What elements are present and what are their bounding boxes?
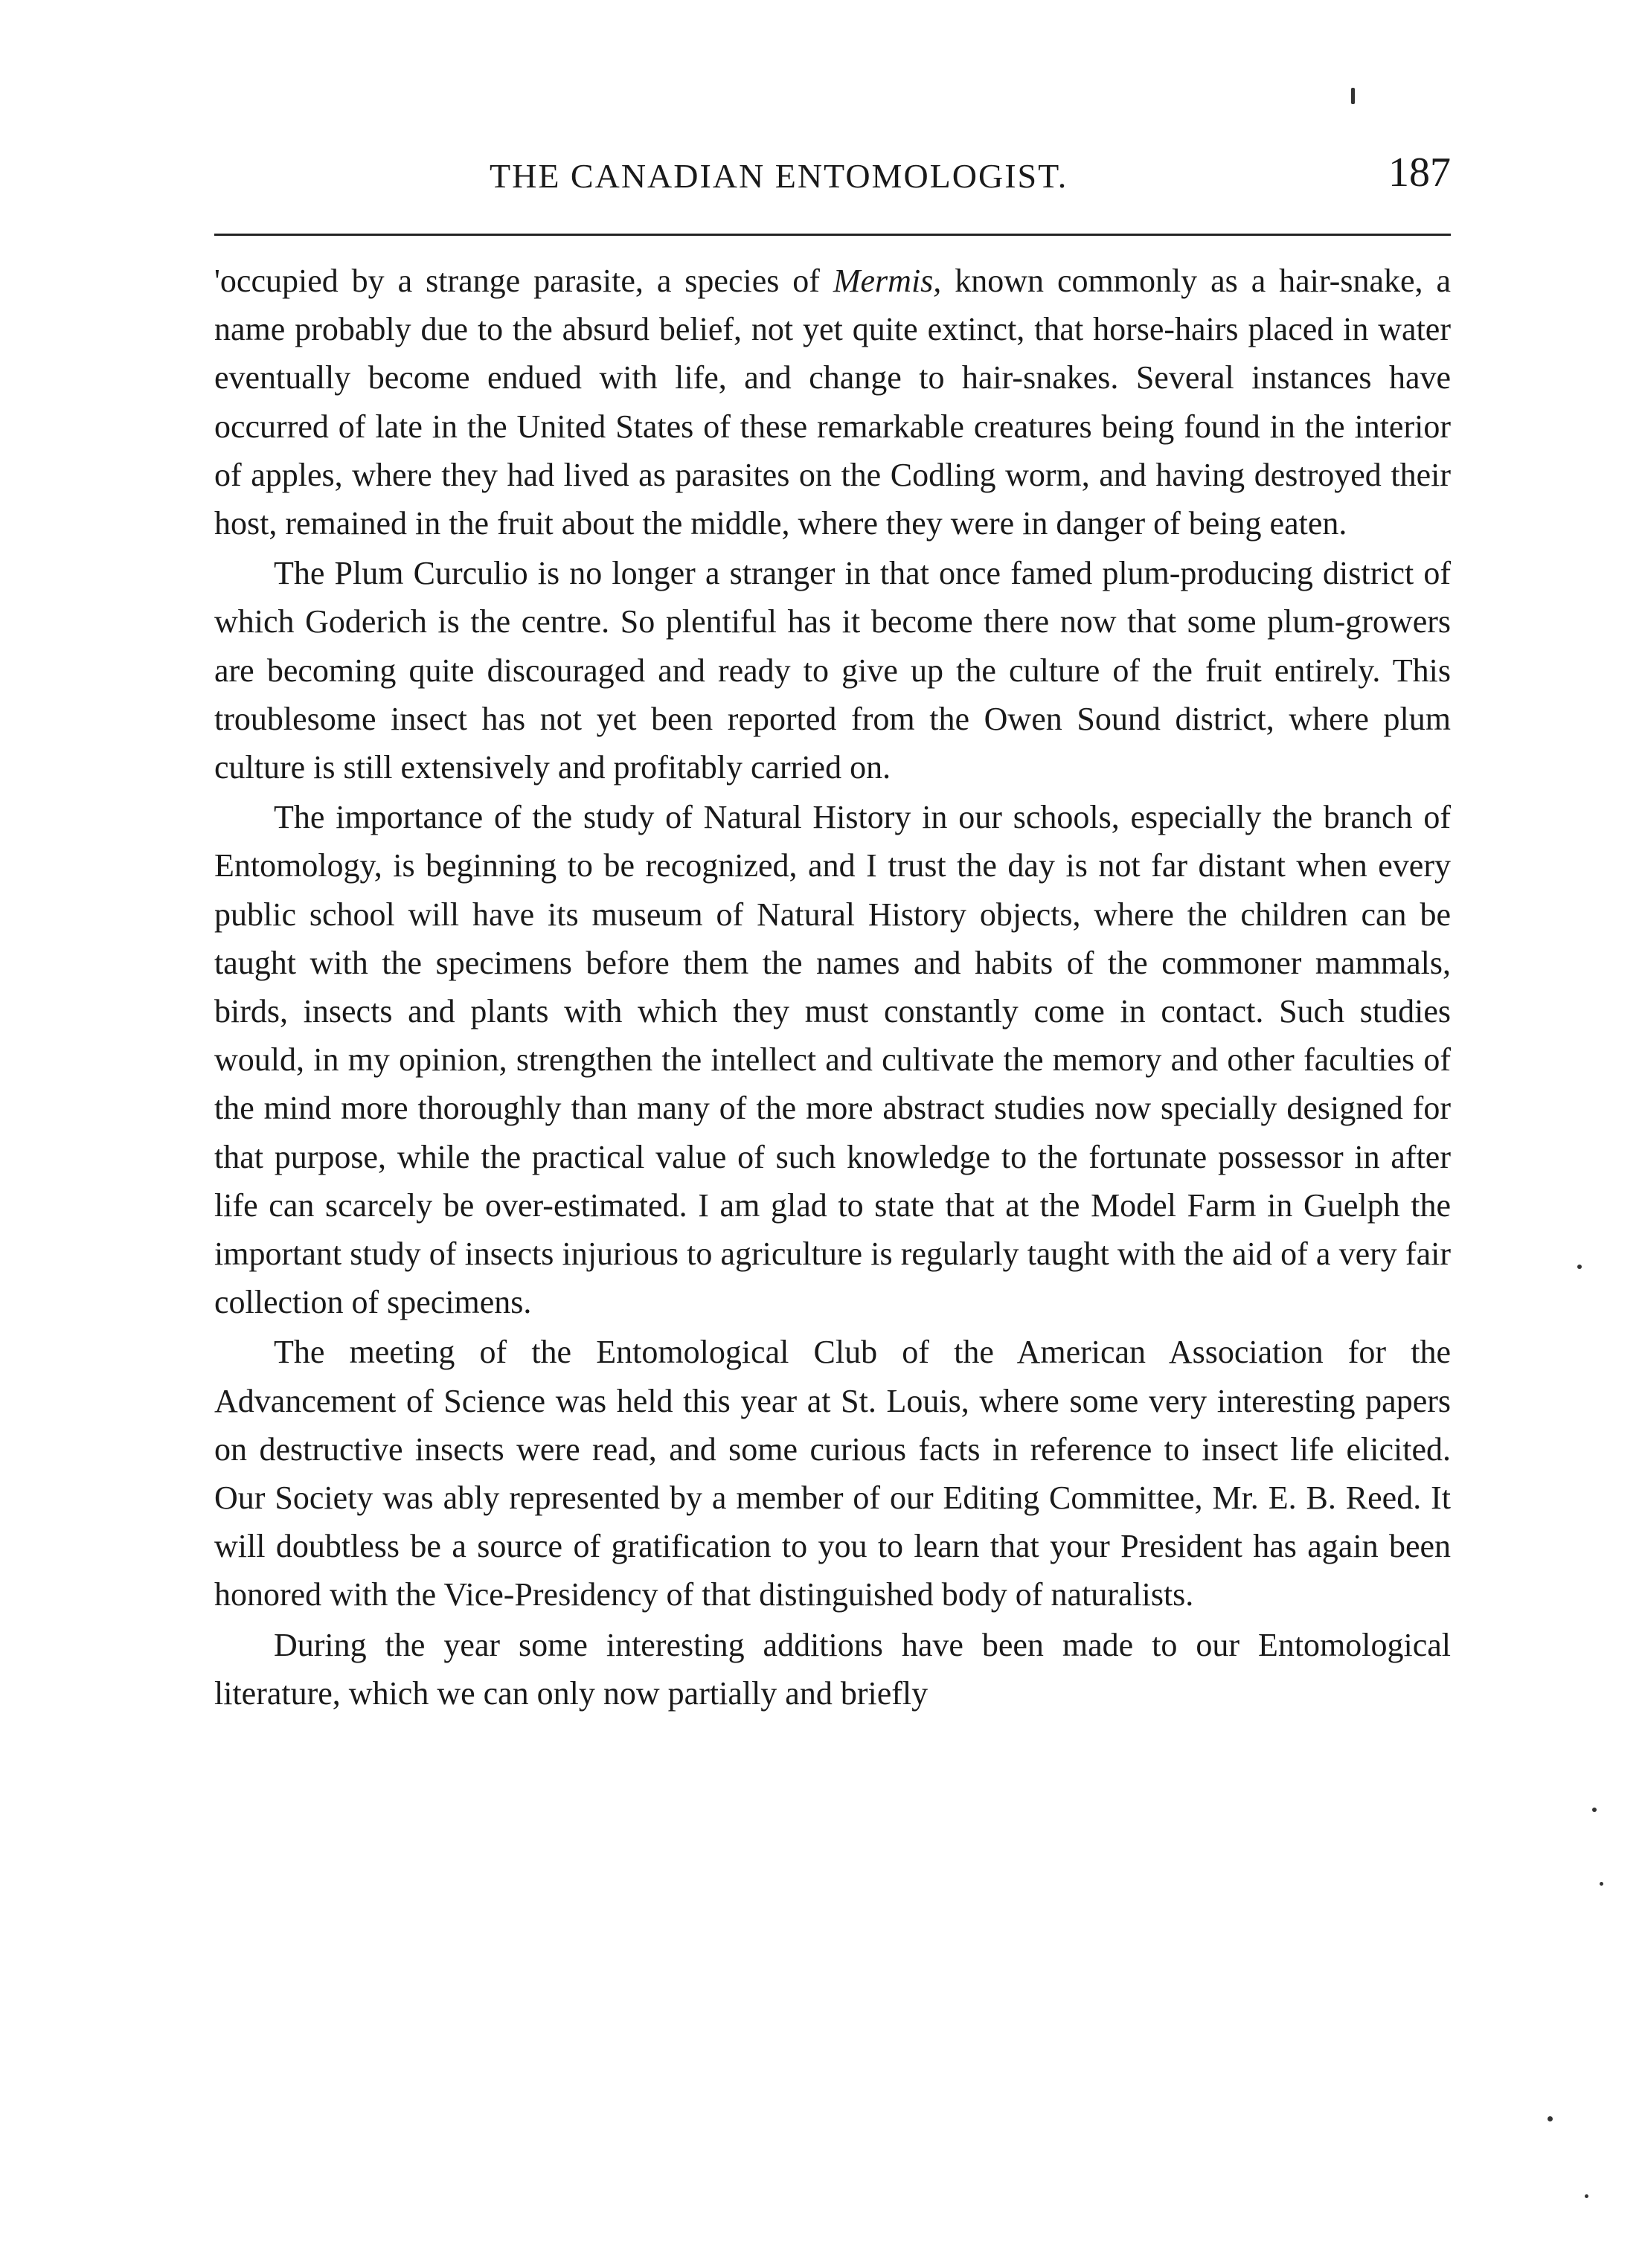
scan-speck xyxy=(1592,1808,1597,1812)
paragraph-1 xyxy=(214,257,1451,547)
paragraph-5: During the year some interesting additions have been made to our Entomological literature, which we can only now partially and briefly xyxy=(214,1626,1451,1712)
running-head xyxy=(214,149,1451,199)
page-number: 187 xyxy=(1388,150,1451,196)
body-text xyxy=(214,257,1451,1718)
running-title: THE CANADIAN ENTOMOLOGIST. xyxy=(490,157,1068,195)
paragraph-3: The importance of the study of Natural History in our schools, especially the branch of Entomology, is beginning to be recognized, and I trust the day is not far distant when every public school will have its museum of Natural History objects, where the children can be taught with the specimens before them the names and habits of the commoner mammals, birds, insects and plants with which they must constantly come in contact. Such studies would, in my opinion, strengthen the intellect and cultivate the memory and other faculties of the mind more thoroughly than many of the more abstract studies now specially designed for that purpose, while the practical value of such knowledge to the fortunate possessor in after life can scarcely be over-estimated. I am glad to state that at the Model Farm in Guelph the important study of insects injurious to agriculture is regularly taught with the aid of a very fair collection of specimens. xyxy=(214,799,1451,1321)
paragraph-4: The meeting of the Entomological Club of the American Association for the Advancement of Science was held this year at St. Louis, where some very interesting papers on destructive insects were read, and some curious facts in reference to insect life elicited. Our Society was ably represented by a member of our Editing Committee, Mr. E. B. Reed. It will doubtless be a source of gratification to you to learn that your President has again been honored with the Vice-Presidency of that distinguished body of naturalists. xyxy=(214,1334,1451,1613)
scan-speck xyxy=(1351,88,1355,104)
paragraph-2: The Plum Curculio is no longer a stranger in that once famed plum-producing district of which Goderich is the centre. So plentiful has it become there now that some plum-growers are becoming quite discouraged and ready to give up the culture of the fruit entirely. This troublesome insect has not yet been reported from the Owen Sound district, where plum culture is still extensively and profitably carried on. xyxy=(214,555,1451,786)
genus-name: Mermis, xyxy=(833,263,942,299)
header-rule xyxy=(214,234,1451,236)
paragraph-1-rest: known commonly as a hair-snake, a name probably due to the absurd belief, not yet quite extinct, that horse-hairs placed in water eventually become endued with life, and change to hair-snakes. Several instances have occurred of late in the United States of these remarkable creatures being found in the interior of apples, where they had lived as parasites on the Codling worm, and having destroyed their host, remained in the fruit about the middle, where they were in danger of being eaten. xyxy=(214,263,1451,542)
scan-speck xyxy=(1600,1882,1603,1886)
scan-speck xyxy=(1548,2116,1553,2121)
scan-speck xyxy=(1577,1265,1582,1269)
scan-speck xyxy=(1585,2194,1588,2198)
page xyxy=(214,149,1451,1719)
paragraph-1-start: 'occupied by a strange parasite, a species of xyxy=(214,263,833,299)
